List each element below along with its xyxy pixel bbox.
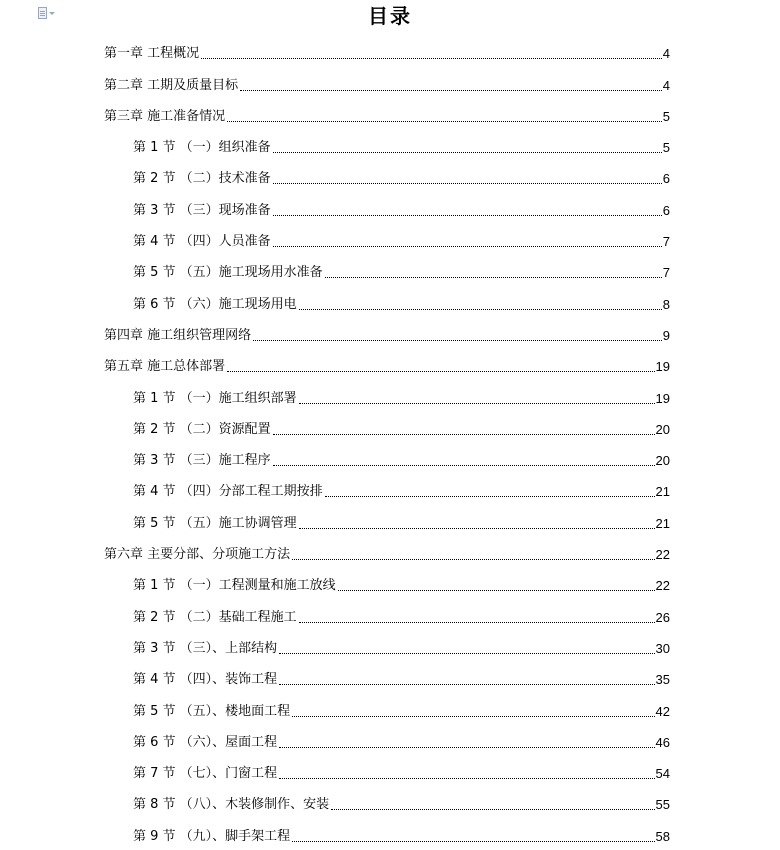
dot-leader (279, 778, 654, 779)
toc-entry-page-number: 6 (662, 171, 670, 187)
toc-section-entry[interactable] (0, 443, 670, 474)
toc-entry-label: 第五章 施工总体部署 (104, 359, 226, 375)
dot-leader (227, 121, 662, 122)
toc-section-entry[interactable] (0, 662, 670, 693)
toc-section-entry[interactable] (0, 161, 670, 192)
toc-chapter-entry[interactable] (0, 349, 670, 380)
toc-chapter-entry[interactable] (0, 99, 670, 130)
dot-leader (273, 183, 662, 184)
toc-entry-label: 第 4 节 （四）分部工程工期按排 (133, 484, 323, 500)
toc-entry-page-number: 20 (655, 453, 670, 469)
toc-entry-page-number: 7 (662, 234, 670, 250)
toc-entry-label: 第 1 节 （一）组织准备 (133, 140, 271, 156)
toc-entry-label: 第 3 节 （三）、上部结构 (133, 640, 278, 656)
toc-entry-page-number: 35 (655, 672, 670, 688)
dot-leader (292, 559, 654, 560)
toc-section-entry[interactable] (0, 412, 670, 443)
toc-chapter-entry[interactable] (0, 67, 670, 98)
toc-section-entry[interactable] (0, 818, 670, 849)
toc-chapter-entry[interactable] (0, 318, 670, 349)
dot-leader (299, 403, 655, 404)
toc-entry-label: 第 2 节 （二）基础工程施工 (133, 609, 297, 625)
toc-section-entry[interactable] (0, 756, 670, 787)
dot-leader (292, 841, 654, 842)
toc-entry-label: 第 2 节 （二）资源配置 (133, 421, 271, 437)
toc-section-entry[interactable] (0, 286, 670, 317)
page-title: 目录 (368, 4, 412, 28)
toc-section-entry[interactable] (0, 474, 670, 505)
toc-entry-label: 第六章 主要分部、分项施工方法 (104, 547, 291, 563)
toc-entry-page-number: 8 (662, 296, 670, 312)
toc-entry-page-number: 26 (655, 609, 670, 625)
toc-entry-page-number: 4 (662, 46, 670, 62)
table-of-contents (0, 36, 780, 850)
toc-entry-page-number: 22 (655, 547, 670, 563)
toc-section-entry[interactable] (0, 130, 670, 161)
toc-entry-page-number: 54 (655, 766, 670, 782)
dot-leader (273, 246, 662, 247)
toc-entry-label: 第 4 节 （四）人员准备 (133, 234, 271, 250)
toc-section-entry[interactable] (0, 631, 670, 662)
toc-entry-page-number: 58 (655, 828, 670, 844)
toc-section-entry[interactable] (0, 255, 670, 286)
dot-leader (279, 747, 654, 748)
toc-entry-label: 第一章 工程概况 (104, 46, 200, 62)
toc-entry-label: 第 7 节 （七）、门窗工程 (133, 766, 278, 782)
toc-entry-page-number: 4 (662, 77, 670, 93)
toc-entry-label: 第 3 节 （三）施工程序 (133, 453, 271, 469)
toc-entry-page-number: 5 (662, 140, 670, 156)
toc-entry-label: 第 6 节 （六）施工现场用电 (133, 296, 297, 312)
dot-leader (253, 340, 662, 341)
dot-leader (279, 684, 654, 685)
toc-section-entry[interactable] (0, 505, 670, 536)
dot-leader (273, 465, 655, 466)
toc-entry-label: 第 5 节 （五）、楼地面工程 (133, 703, 291, 719)
toc-chapter-entry[interactable] (0, 36, 670, 67)
toc-chapter-entry[interactable] (0, 537, 670, 568)
toc-entry-page-number: 19 (655, 359, 670, 375)
toc-entry-page-number: 7 (662, 265, 670, 281)
toc-entry-page-number: 55 (655, 797, 670, 813)
toc-entry-label: 第二章 工期及质量目标 (104, 77, 239, 93)
dot-leader (273, 152, 662, 153)
dot-leader (273, 434, 655, 435)
dot-leader (279, 653, 654, 654)
toc-entry-page-number: 19 (655, 390, 670, 406)
toc-section-entry[interactable] (0, 599, 670, 630)
dot-leader (325, 277, 662, 278)
dot-leader (299, 528, 655, 529)
toc-section-entry[interactable] (0, 693, 670, 724)
toc-entry-label: 第 9 节 （九）、脚手架工程 (133, 828, 291, 844)
toc-section-entry[interactable] (0, 192, 670, 223)
dot-leader (299, 309, 662, 310)
toc-entry-page-number: 20 (655, 421, 670, 437)
toc-entry-label: 第 8 节 （八）、木装修制作、安装 (133, 797, 330, 813)
dot-leader (240, 90, 662, 91)
toc-entry-label: 第 5 节 （五）施工现场用水准备 (133, 265, 323, 281)
toc-entry-label: 第 2 节 （二）技术准备 (133, 171, 271, 187)
toc-entry-label: 第三章 施工准备情况 (104, 108, 226, 124)
dot-leader (227, 371, 654, 372)
toc-entry-label: 第 5 节 （五）施工协调管理 (133, 515, 297, 531)
toc-entry-page-number: 30 (655, 640, 670, 656)
toc-entry-label: 第 4 节 （四）、装饰工程 (133, 672, 278, 688)
dot-leader (299, 622, 655, 623)
toc-entry-label: 第 1 节 （一）工程测量和施工放线 (133, 578, 336, 594)
toc-entry-page-number: 6 (662, 202, 670, 218)
dot-leader (325, 496, 655, 497)
dot-leader (201, 58, 662, 59)
toc-section-entry[interactable] (0, 787, 670, 818)
toc-entry-label: 第四章 施工组织管理网络 (104, 327, 252, 343)
toc-entry-label: 第 1 节 （一）施工组织部署 (133, 390, 297, 406)
dot-leader (338, 590, 655, 591)
toc-section-entry[interactable] (0, 224, 670, 255)
dot-leader (292, 716, 654, 717)
toc-entry-page-number: 5 (662, 108, 670, 124)
toc-entry-label: 第 6 节 （六）、屋面工程 (133, 734, 278, 750)
toc-section-entry[interactable] (0, 568, 670, 599)
toc-entry-page-number: 9 (662, 327, 670, 343)
dot-leader (331, 809, 654, 810)
toc-entry-label: 第 3 节 （三）现场准备 (133, 202, 271, 218)
toc-entry-page-number: 42 (655, 703, 670, 719)
toc-entry-page-number: 46 (655, 734, 670, 750)
toc-section-entry[interactable] (0, 725, 670, 756)
toc-entry-page-number: 21 (655, 515, 670, 531)
dot-leader (273, 215, 662, 216)
toc-section-entry[interactable] (0, 380, 670, 411)
toc-entry-page-number: 21 (655, 484, 670, 500)
toc-entry-page-number: 22 (655, 578, 670, 594)
